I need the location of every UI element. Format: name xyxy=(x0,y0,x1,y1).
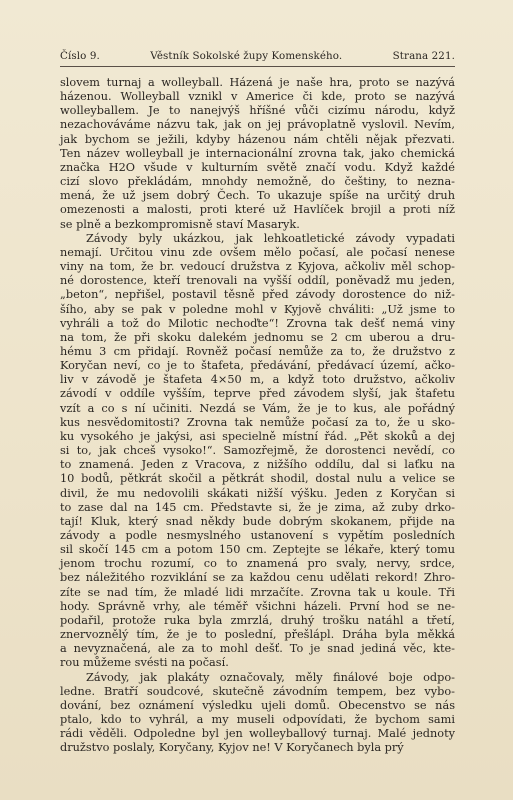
text-line: wolleyballem. Je to nanejvýš hříšné vůči cizímu národu, když xyxy=(60,104,455,118)
text-line: znervoznělý tím, že je to poslední, přešlápl. Dráha byla měkká xyxy=(60,628,455,642)
text-line: viny na tom, že br. vedoucí družstva z Kyjova, ačkoliv měl schop- xyxy=(60,260,455,274)
text-line: liv v závodě je štafeta 4×50 m, a když toto družstvo, ačkoliv xyxy=(60,373,455,387)
text-line: cizí slovo překládám, mnohdy nemožně, do češtiny, to nezna- xyxy=(60,175,455,189)
text-line: rou můžeme svésti na počasí. xyxy=(60,656,229,670)
journal-title: Věstník Sokolské župy Komenského. xyxy=(150,50,343,62)
article-body xyxy=(60,76,455,756)
text-line: házenou. Wolleyball vznikl v Americe či kde, proto se nazývá xyxy=(60,90,455,104)
text-line: ledne. Bratří soudcové, skutečně závodním tempem, bez vybo- xyxy=(60,684,455,698)
paragraph xyxy=(60,76,455,232)
text-line: hému 3 cm přidají. Rovněž počasí nemůže za to, že družstvo z xyxy=(60,344,455,358)
issue-number: Číslo 9. xyxy=(60,50,100,62)
text-line: na tom, že při skoku dalekém jednomu se 2 cm uberou a dru- xyxy=(60,330,455,344)
text-line: „beton“, nepřišel, postavil těsně před závody dorostence do niž- xyxy=(60,288,455,302)
text-line: závody a podle nesmyslného ustanovení s vypětím posledních xyxy=(60,529,455,542)
text-line: 10 bodů, pětkrát skočil a pětkrát shodil, dostal nulu a velice se xyxy=(60,472,455,486)
running-header xyxy=(60,50,455,62)
text-line: né dorostence, kteří trenovali na vyšší oddíl, poněvadž mu jeden, xyxy=(60,274,455,288)
text-line: družstvo poslaly, Koryčany, Kyjov ne! V Koryčanech byla prý xyxy=(60,741,404,755)
text-line: rádi věděli. Odpoledne byl jen wolleyballový turnaj. Malé jednoty xyxy=(60,727,455,741)
text-line: závodí v oddíle vyšším, teprve před závodem slyší, jak štafetu xyxy=(60,387,455,401)
text-line: značka H2O všude v kulturním světě značí vodu. Když každé xyxy=(60,160,455,174)
text-line: slovem turnaj a wolleyball. Házená je naše hra, proto se nazývá xyxy=(60,76,455,89)
text-line: si to, jak chceš vysoko!“. Samozřejmě, že dorostenci nevědí, co xyxy=(60,444,455,458)
text-line: podařil, protože ruka byla zmrzlá, druhý trošku natáhl a třetí, xyxy=(60,613,455,627)
text-line: jak bychom se ježili, kdyby házenou nám chtěli nějak přezvati. xyxy=(60,132,455,146)
text-line: Závody byly ukázkou, jak lehkoatletické závody vypadati xyxy=(86,231,455,245)
text-line: se plně a bezkompromisně staví Masaryk. xyxy=(60,217,300,231)
text-line: Koryčan neví, co je to štafeta, předávání, předávací území, ačko- xyxy=(60,359,455,373)
text-line: to zase dal na 145 cm. Představte si, že je zima, až zuby drko- xyxy=(60,500,455,514)
text-line: ku vysokého je jakýsi, asi specielně místní řád. „Pět skoků a dej xyxy=(60,429,455,443)
text-line: zíte se nad tím, že mladé lidi mrzačíte. Zrovna tak u koule. Tři xyxy=(60,585,455,599)
text-line: jenom trochu rozumí, co to znamená pro svaly, nervy, srdce, xyxy=(60,557,455,571)
text-line: nezachováváme názvu tak, jak on jej právoplatně vyslovil. Nevím, xyxy=(60,118,455,132)
text-line: dování, bez oznámení výsledku ujeli domů. Obecenstvo se nás xyxy=(60,698,455,712)
text-line: sil skočí 145 cm a potom 150 cm. Zeptejte se lékaře, který tomu xyxy=(60,543,455,557)
text-line: bez náležitého rozviklání se za každou cenu udělati rekord! Zhro- xyxy=(60,571,455,585)
text-line: vyhráli a tož do Milotic nechoďte“! Zrovna tak dešť nemá viny xyxy=(60,316,455,330)
text-line: Ten název wolleyball je internacionální zrovna tak, jako chemická xyxy=(60,146,455,160)
text-line: divil, že mu nedovolili skákati nižší výšku. Jeden z Koryčan si xyxy=(60,486,455,500)
text-line: tají! Kluk, který snad někdy bude dobrým skokanem, přijde na xyxy=(60,514,455,528)
text-line: omezenosti a malosti, proti které už Havlíček brojil a proti níž xyxy=(60,203,455,217)
text-line: a nevyznačená, ale za to mohl dešť. To je snad jediná věc, kte- xyxy=(60,642,455,656)
text-line: to znamená. Jeden z Vracova, z nižšího oddílu, dal si laťku na xyxy=(60,458,455,472)
text-line: nemají. Určitou vinu zde ovšem mělo počasí, ale počasí nenese xyxy=(60,245,455,259)
paragraph xyxy=(60,671,455,756)
page-number: Strana 221. xyxy=(392,50,455,62)
paragraph xyxy=(60,232,455,671)
text-line: Závody, jak plakáty označovaly, měly finálové boje odpo- xyxy=(86,670,455,684)
text-line: hody. Správně vrhy, ale téměř všichni házeli. První hod se ne- xyxy=(60,599,455,613)
header-rule xyxy=(60,66,455,67)
text-line: mená, že už jsem dobrý Čech. To ukazuje spíše na určitý druh xyxy=(60,189,455,203)
text-line: ptalo, kdo to vyhrál, a my museli odpovídati, že bychom sami xyxy=(60,713,455,727)
text-line: kus nesvědomitosti? Zrovna tak nemůže počasí za to, že u sko- xyxy=(60,415,455,429)
text-line: vzít a co s ní učiniti. Nezdá se Vám, že je to kus, ale pořádný xyxy=(60,401,455,415)
text-line: šího, aby se pak v poledne mohl v Kyjově chváliti: „Už jsme to xyxy=(60,302,455,316)
